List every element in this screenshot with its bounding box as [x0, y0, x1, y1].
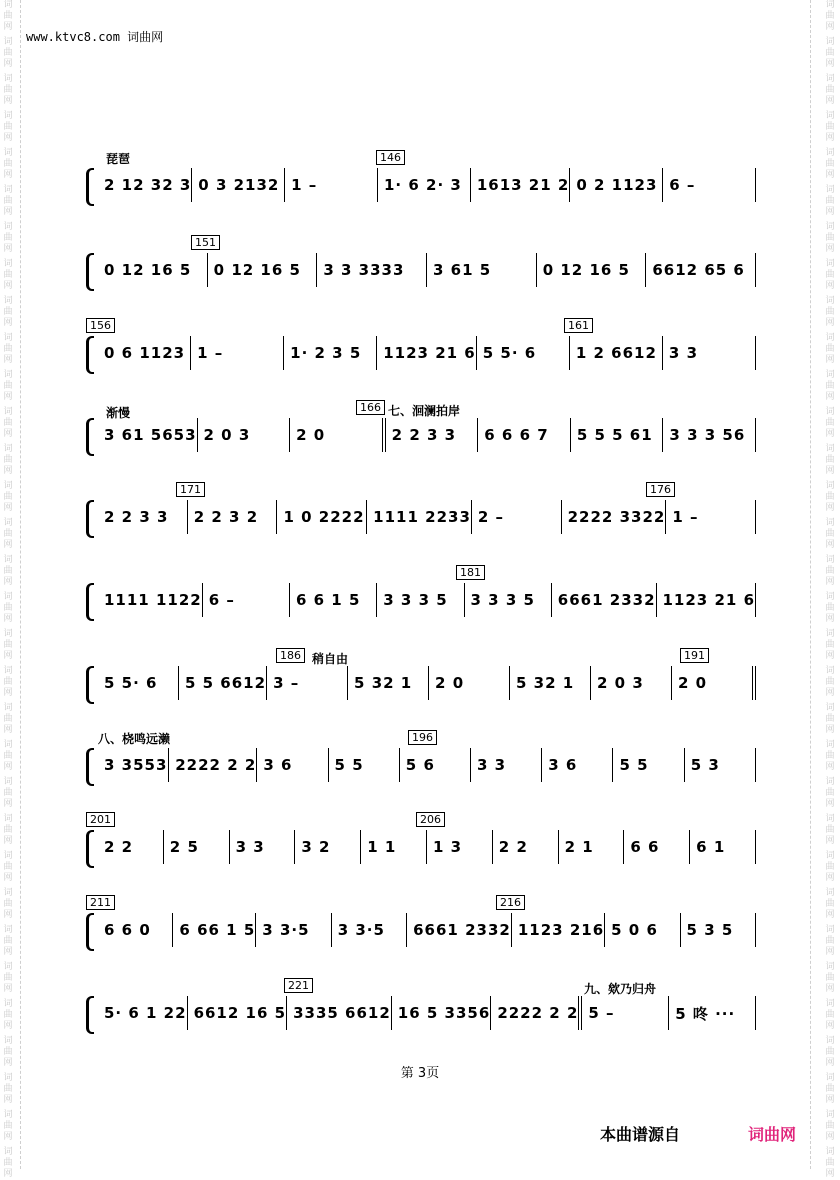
measure: 5 5 5 61: [571, 418, 664, 452]
watermark-text: 词 曲 网: [825, 222, 835, 254]
measure-number: 201: [86, 812, 115, 827]
measure: 2 12 32 3: [98, 168, 192, 202]
measure: 1 3: [427, 830, 493, 864]
watermark-text: 词 曲 网: [3, 296, 13, 328]
measure: 3 3·5: [332, 913, 407, 947]
staff-row: [86, 482, 756, 542]
watermark-text: 词 曲 网: [825, 555, 835, 587]
watermark-text: 词 曲 网: [825, 518, 835, 550]
page-number: 第 3页: [400, 1066, 440, 1081]
watermark-text: 词 曲 网: [825, 481, 835, 513]
measure-number: 216: [496, 895, 525, 910]
measure-number: 171: [176, 482, 205, 497]
section-label: 九、欸乃归舟: [584, 982, 657, 996]
measure: 6661 2332: [552, 583, 657, 617]
watermark-text: 词 曲 网: [825, 259, 835, 291]
staff-row: [86, 318, 756, 378]
system-brace: [86, 583, 94, 621]
measure: 2 0: [672, 666, 756, 700]
watermark-text: 词 曲 网: [3, 888, 13, 920]
measure: 2 0: [429, 666, 510, 700]
measure: 3 –: [267, 666, 348, 700]
measure: 5 咚 ···: [669, 996, 756, 1030]
measure: 5 5· 6: [98, 666, 179, 700]
measure: 3 3553: [98, 748, 169, 782]
measure: 5 5: [329, 748, 400, 782]
measure: 3 6: [257, 748, 328, 782]
measure: 5 3 5: [681, 913, 756, 947]
measure-number: 211: [86, 895, 115, 910]
measure: 2222 2 2: [491, 996, 582, 1030]
measure: 1 –: [285, 168, 378, 202]
section-label: 琵琶: [106, 152, 131, 166]
watermark-text: 词 曲 网: [825, 1110, 835, 1142]
watermark-text: 词 曲 网: [3, 222, 13, 254]
measures: [98, 168, 756, 202]
watermark-text: 词 曲 网: [825, 74, 835, 106]
measure-number: 181: [456, 565, 485, 580]
system-brace: [86, 830, 94, 868]
staff-row: [86, 565, 756, 625]
watermark-text: 词 曲 网: [3, 666, 13, 698]
measure: 3 3 3 56: [663, 418, 756, 452]
watermark-text: 词 曲 网: [825, 148, 835, 180]
watermark-text: 词 曲 网: [3, 37, 13, 69]
measure: 1 1: [361, 830, 427, 864]
measure: 5 32 1: [348, 666, 429, 700]
staff-row: [86, 150, 756, 210]
measure: 3 3 3 5: [465, 583, 552, 617]
watermark-text: 词 曲 网: [825, 851, 835, 883]
measure: 5 5· 6: [477, 336, 570, 370]
watermark-text: 词 曲 网: [825, 629, 835, 661]
watermark-text: 词 曲 网: [3, 111, 13, 143]
watermark-text: 词 曲 网: [825, 777, 835, 809]
watermark-text: 词 曲 网: [825, 925, 835, 957]
watermark-text: 词 曲 网: [825, 37, 835, 69]
watermark-text: 词 曲 网: [825, 444, 835, 476]
source-label: 本曲谱源自: [600, 1125, 681, 1144]
measure: 1123 21 6: [657, 583, 757, 617]
section-label: 渐慢: [106, 406, 131, 420]
measures: [98, 748, 756, 782]
measure: 6612 65 6: [646, 253, 756, 287]
staff-row: [86, 648, 756, 708]
watermark-text: 词 曲 网: [825, 1147, 835, 1179]
measure: 2 0 3: [198, 418, 291, 452]
watermark-text: 词 曲 网: [3, 851, 13, 883]
watermark-text: 词 曲 网: [3, 1073, 13, 1105]
watermark-text: 词 曲 网: [825, 0, 835, 32]
measures: [98, 830, 756, 864]
staff-row: [86, 812, 756, 872]
system-brace: [86, 418, 94, 456]
watermark-text: 词 曲 网: [3, 518, 13, 550]
watermark-text: 词 曲 网: [825, 111, 835, 143]
system-brace: [86, 168, 94, 206]
system-brace: [86, 500, 94, 538]
measure: 5 –: [582, 996, 669, 1030]
measure: 1· 6 2· 3: [378, 168, 471, 202]
measure: 16 5 3356: [392, 996, 492, 1030]
measure: 0 12 16 5: [537, 253, 647, 287]
section-label: 八、桡鸣远濑: [98, 732, 171, 746]
measure-number: 146: [376, 150, 405, 165]
watermark-text: 词 曲 网: [825, 666, 835, 698]
measure: 0 12 16 5: [208, 253, 318, 287]
watermark-text: 词 曲 网: [3, 481, 13, 513]
watermark-text: 词 曲 网: [825, 592, 835, 624]
watermark-text: 词 曲 网: [825, 740, 835, 772]
watermark-text: 词 曲 网: [3, 259, 13, 291]
measure-number: 161: [564, 318, 593, 333]
measure-number: 191: [680, 648, 709, 663]
measure: 0 6 1123: [98, 336, 191, 370]
watermark-text: 词 曲 网: [3, 1147, 13, 1179]
measure: 1111 2233: [367, 500, 472, 534]
watermark-text: 词 曲 网: [3, 333, 13, 365]
measure-number: 156: [86, 318, 115, 333]
measure: 1613 21 2: [471, 168, 571, 202]
watermark-text: 词 曲 网: [3, 703, 13, 735]
watermark-text: 词 曲 网: [3, 814, 13, 846]
measure: 2222 3322: [562, 500, 667, 534]
right-dashed-border: [810, 0, 811, 1169]
measure: 2 5: [164, 830, 230, 864]
measure: 1· 2 3 5: [284, 336, 377, 370]
system-brace: [86, 253, 94, 291]
watermark-text: 词 曲 网: [3, 1036, 13, 1068]
watermark-text: 词 曲 网: [3, 740, 13, 772]
measure: 2 2 3 3: [98, 500, 188, 534]
measure: 0 2 1123: [570, 168, 663, 202]
watermark-text: 词 曲 网: [825, 814, 835, 846]
measure: 5 3: [685, 748, 756, 782]
measure: 6661 2332: [407, 913, 512, 947]
measure: 2222 2 2: [169, 748, 257, 782]
measures: [98, 418, 756, 452]
watermark-text: 词 曲 网: [825, 1073, 835, 1105]
measures: [98, 253, 756, 287]
measure-number: 196: [408, 730, 437, 745]
watermark-text: 词 曲 网: [3, 407, 13, 439]
measure: 6 66 1 5: [173, 913, 256, 947]
watermark-text: 词 曲 网: [825, 370, 835, 402]
watermark-text: 词 曲 网: [3, 925, 13, 957]
measure: 5 5 6612: [179, 666, 267, 700]
measure: 3 3: [663, 336, 756, 370]
measure: 1123 216: [512, 913, 605, 947]
watermark-text: 词 曲 网: [3, 592, 13, 624]
watermark-text: 词 曲 网: [825, 185, 835, 217]
measure-number: 206: [416, 812, 445, 827]
measures: [98, 666, 756, 700]
measure: 0 3 2132: [192, 168, 285, 202]
system-brace: [86, 336, 94, 374]
measure: 3 6: [542, 748, 613, 782]
measure: 2 2 3 2: [188, 500, 278, 534]
measure: 1 2 6612: [570, 336, 663, 370]
watermark-text: 词 曲 网: [3, 962, 13, 994]
watermark-left: [0, 0, 16, 1179]
measure: 6 6 6 7: [478, 418, 571, 452]
watermark-text: 词 曲 网: [3, 777, 13, 809]
watermark-text: 词 曲 网: [3, 629, 13, 661]
watermark-text: 词 曲 网: [3, 74, 13, 106]
staff-row: [86, 895, 756, 955]
measure: 1 0 2222: [277, 500, 367, 534]
measure: 5 32 1: [510, 666, 591, 700]
measure: 6 6 1 5: [290, 583, 377, 617]
measure: 1 –: [666, 500, 756, 534]
watermark-text: 词 曲 网: [825, 962, 835, 994]
section-label: 稍自由: [312, 652, 349, 666]
measure: 1111 1122: [98, 583, 203, 617]
measures: [98, 336, 756, 370]
staff-row: [86, 400, 756, 460]
watermark-text: 词 曲 网: [825, 1036, 835, 1068]
measure: 3 2: [295, 830, 361, 864]
measure: 3 61 5653: [98, 418, 198, 452]
measure: 6612 16 5: [188, 996, 288, 1030]
watermark-text: 词 曲 网: [825, 296, 835, 328]
site-url[interactable]: www.ktvc8.com 词曲网: [26, 30, 164, 44]
measure: 5 5: [613, 748, 684, 782]
system-brace: [86, 913, 94, 951]
measure-number: 151: [191, 235, 220, 250]
watermark-text: 词 曲 网: [3, 148, 13, 180]
measure: 3 61 5: [427, 253, 537, 287]
measure: 2 1: [559, 830, 625, 864]
watermark-text: 词 曲 网: [3, 370, 13, 402]
watermark-text: 词 曲 网: [825, 407, 835, 439]
watermark-right: [822, 0, 838, 1179]
system-brace: [86, 666, 94, 704]
watermark-text: 词 曲 网: [3, 1110, 13, 1142]
measures: [98, 500, 756, 534]
measure: 6 –: [203, 583, 290, 617]
section-label: 七、洄澜拍岸: [388, 404, 461, 418]
measure-number: 176: [646, 482, 675, 497]
system-brace: [86, 748, 94, 786]
measure: 1 –: [191, 336, 284, 370]
measure-number: 186: [276, 648, 305, 663]
measure-number: 166: [356, 400, 385, 415]
measure: 6 1: [690, 830, 756, 864]
measure: 3 3 3333: [317, 253, 427, 287]
measure: 2 2: [98, 830, 164, 864]
measure: 2 0: [290, 418, 386, 452]
measures: [98, 996, 756, 1030]
measure: 6 6 0: [98, 913, 173, 947]
measure: 5 0 6: [605, 913, 680, 947]
measure: 3 3 3 5: [377, 583, 464, 617]
measure: 3 3: [230, 830, 296, 864]
watermark-text: 词 曲 网: [825, 888, 835, 920]
measures: [98, 583, 756, 617]
measure: 2 2: [493, 830, 559, 864]
brand-link[interactable]: 词曲网: [748, 1125, 797, 1144]
measure-number: 221: [284, 978, 313, 993]
measure: 2 –: [472, 500, 562, 534]
watermark-text: 词 曲 网: [3, 0, 13, 32]
watermark-text: 词 曲 网: [3, 999, 13, 1031]
measure: 6 –: [663, 168, 756, 202]
watermark-text: 词 曲 网: [825, 333, 835, 365]
measure: 6 6: [624, 830, 690, 864]
measure: 3 3·5: [256, 913, 331, 947]
staff-row: [86, 235, 756, 295]
measures: [98, 913, 756, 947]
watermark-text: 词 曲 网: [825, 999, 835, 1031]
watermark-text: 词 曲 网: [3, 444, 13, 476]
measure: 5· 6 1 22: [98, 996, 188, 1030]
measure: 3 3: [471, 748, 542, 782]
watermark-text: 词 曲 网: [3, 555, 13, 587]
watermark-text: 词 曲 网: [3, 185, 13, 217]
measure: 2 2 3 3: [386, 418, 479, 452]
system-brace: [86, 996, 94, 1034]
staff-row: [86, 978, 756, 1038]
staff-row: [86, 730, 756, 790]
left-dashed-border: [20, 0, 21, 1169]
measure: 1123 21 6: [377, 336, 477, 370]
measure: 0 12 16 5: [98, 253, 208, 287]
watermark-text: 词 曲 网: [825, 703, 835, 735]
measure: 5 6: [400, 748, 471, 782]
measure: 3335 6612: [287, 996, 392, 1030]
measure: 2 0 3: [591, 666, 672, 700]
